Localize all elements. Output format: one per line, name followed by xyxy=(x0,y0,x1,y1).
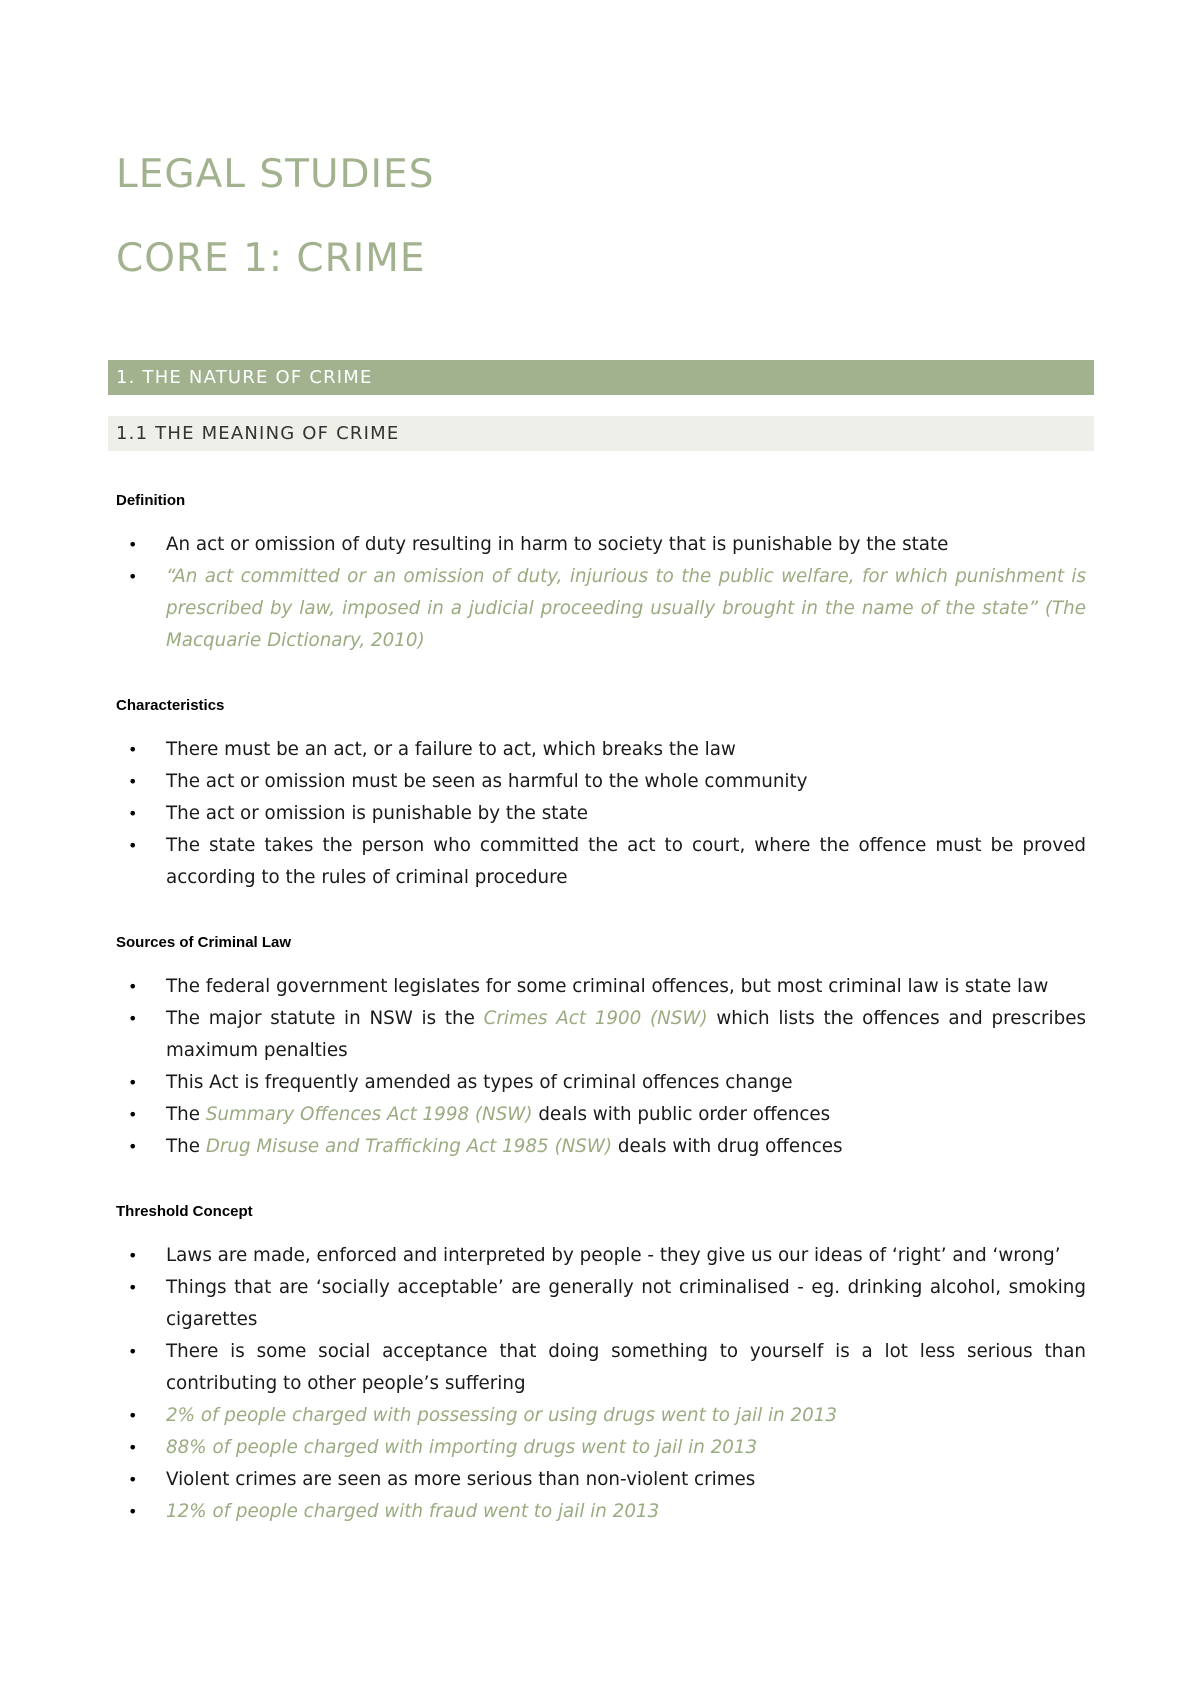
list-item: • Violent crimes are seen as more serious than non-violent crimes xyxy=(116,1464,1086,1496)
list-item: • The act or omission must be seen as harmful to the whole community xyxy=(116,766,1086,798)
list-item: • This Act is frequently amended as types of criminal offences change xyxy=(116,1067,1086,1099)
list-item-statistic: • 12% of people charged with fraud went to jail in 2013 xyxy=(116,1496,1086,1528)
list-item-statistic: • 2% of people charged with possessing or using drugs went to jail in 2013 xyxy=(116,1400,1086,1432)
act-name: Drug Misuse and Trafficking Act 1985 (NSW) xyxy=(205,1136,613,1157)
item-text: which lists the offences and prescribes maximum penalties xyxy=(166,1008,1086,1061)
subsection-heading: 1.1 THE MEANING OF CRIME xyxy=(108,416,1094,451)
characteristics-heading: Characteristics xyxy=(116,697,225,714)
list-item xyxy=(116,1099,1086,1131)
document-title: LEGAL STUDIES xyxy=(116,152,435,197)
characteristics-list xyxy=(116,734,1086,894)
act-name: Summary Offences Act 1998 (NSW) xyxy=(205,1104,533,1125)
list-item: • There must be an act, or a failure to act, which breaks the law xyxy=(116,734,1086,766)
list-item: • The state takes the person who committed the act to court, where the offence must be proved according to the rules of criminal procedure xyxy=(116,830,1086,894)
threshold-heading: Threshold Concept xyxy=(116,1203,253,1220)
sources-heading: Sources of Criminal Law xyxy=(116,934,292,951)
section-heading: 1. THE NATURE OF CRIME xyxy=(108,360,1094,395)
definition-heading: Definition xyxy=(116,492,186,509)
sources-list xyxy=(116,971,1086,1163)
item-text: deals with drug offences xyxy=(612,1136,843,1157)
threshold-list xyxy=(116,1240,1086,1528)
list-item-quote: • “An act committed or an omission of duty, injurious to the public welfare, for which punishment is prescribed by law, imposed in a judicial proceeding usually brought in the name of the state” (The Macquarie Dictionary, 2010) xyxy=(116,561,1086,657)
list-item xyxy=(116,1003,1086,1067)
item-text: The major statute in NSW is the xyxy=(166,1008,484,1029)
list-item: • Things that are ‘socially acceptable’ are generally not criminalised - eg. drinking alcohol, smoking cigarettes xyxy=(116,1272,1086,1336)
list-item: • Laws are made, enforced and interpreted by people - they give us our ideas of ‘right’ and ‘wrong’ xyxy=(116,1240,1086,1272)
document-subtitle: CORE 1: CRIME xyxy=(116,236,426,281)
item-text: The xyxy=(166,1136,206,1157)
list-item-statistic: • 88% of people charged with importing drugs went to jail in 2013 xyxy=(116,1432,1086,1464)
item-text: deals with public order offences xyxy=(532,1104,831,1125)
list-item xyxy=(116,1131,1086,1163)
list-item: • The federal government legislates for some criminal offences, but most criminal law is state law xyxy=(116,971,1086,1003)
list-item: • There is some social acceptance that doing something to yourself is a lot less serious than contributing to other people’s suffering xyxy=(116,1336,1086,1400)
item-text: The xyxy=(166,1104,206,1125)
definition-list xyxy=(116,529,1086,657)
list-item: • An act or omission of duty resulting in harm to society that is punishable by the state xyxy=(116,529,1086,561)
list-item: • The act or omission is punishable by the state xyxy=(116,798,1086,830)
act-name: Crimes Act 1900 (NSW) xyxy=(483,1008,708,1029)
document-body xyxy=(116,480,1086,1568)
